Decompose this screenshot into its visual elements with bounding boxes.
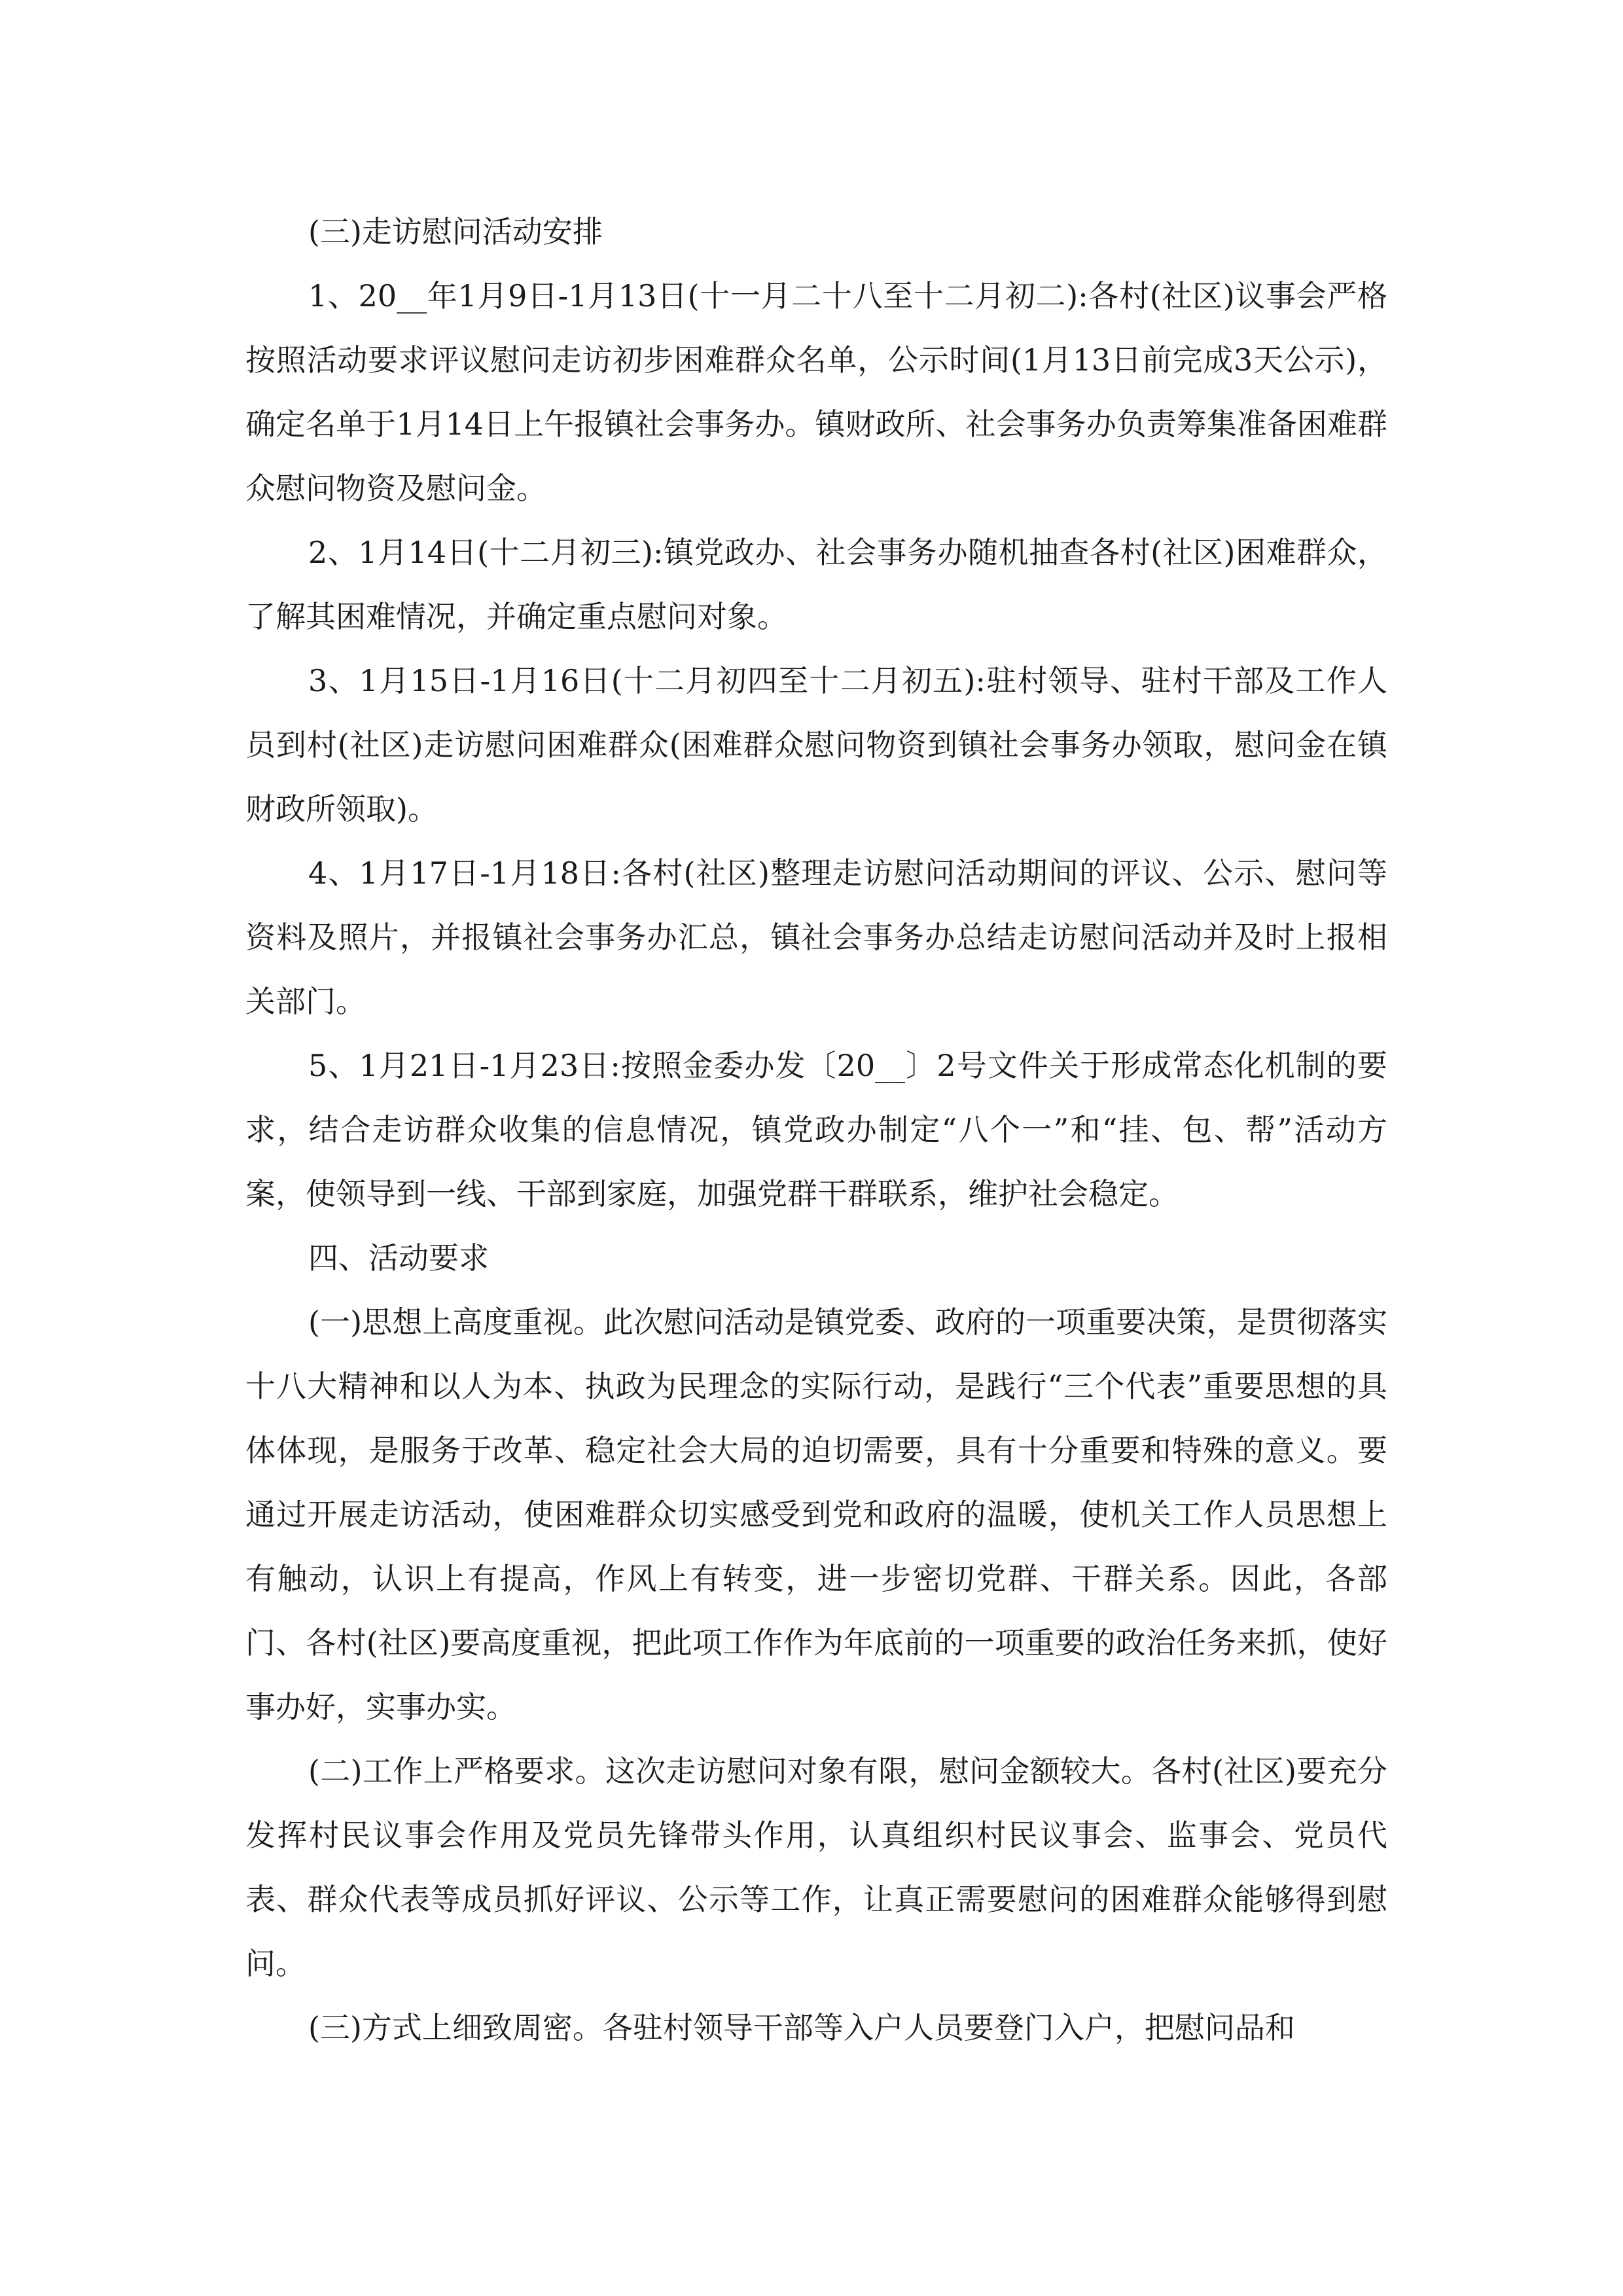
paragraph-schedule-item-1: 1、20__年1月9日-1月13日(十一月二十八至十二月初二):各村(社区)议事会严格按照活动要求评议慰问走访初步困难群众名单，公示时间(1月13日前完成3天公示)，确定名单于1月14日上午报镇社会事务办。镇财政所、社会事务办负责筹集准备困难群众慰问物资及慰问金。 [245,278,1387,506]
section-heading-requirements: 四、活动要求 [308,1240,489,1276]
paragraph-schedule-item-5: 5、1月21日-1月23日:按照金委办发〔20__〕2号文件关于形成常态化机制的要求，结合走访群众收集的信息情况，镇党政办制定“八个一”和“挂、包、帮”活动方案，使领导到一线、干部到家庭，加强党群干群联系，维护社会稳定。 [245,1048,1387,1211]
paragraph-schedule-item-4: 4、1月17日-1月18日:各村(社区)整理走访慰问活动期间的评议、公示、慰问等资料及照片，并报镇社会事务办汇总，镇社会事务办总结走访慰问活动并及时上报相关部门。 [245,855,1387,1019]
paragraph-requirement-3: (三)方式上细致周密。各驻村领导干部等入户人员要登门入户，把慰问品和 [308,2010,1295,2045]
section-heading-visit-schedule: (三)走访慰问活动安排 [308,214,603,249]
document-body [245,200,1387,2060]
paragraph-schedule-item-3: 3、1月15日-1月16日(十二月初四至十二月初五):驻村领导、驻村干部及工作人员到村(社区)走访慰问困难群众(困难群众慰问物资到镇社会事务办领取，慰问金在镇财政所领取)。 [245,663,1387,827]
paragraph-requirement-2: (二)工作上严格要求。这次走访慰问对象有限，慰问金额较大。各村(社区)要充分发挥村民议事会作用及党员先锋带头作用，认真组织村民议事会、监事会、党员代表、群众代表等成员抓好评议、公示等工作，让真正需要慰问的困难群众能够得到慰问。 [245,1753,1387,1981]
paragraph-requirement-1: (一)思想上高度重视。此次慰问活动是镇党委、政府的一项重要决策，是贯彻落实十八大精神和以人为本、执政为民理念的实际行动，是践行“三个代表”重要思想的具体体现，是服务于改革、稳定社会大局的迫切需要，具有十分重要和特殊的意义。要通过开展走访活动，使困难群众切实感受到党和政府的温暖，使机关工作人员思想上有触动，认识上有提高，作风上有转变，进一步密切党群、干群关系。因此，各部门、各村(社区)要高度重视，把此项工作作为年底前的一项重要的政治任务来抓，使好事办好，实事办实。 [245,1304,1387,1725]
paragraph-schedule-item-2: 2、1月14日(十二月初三):镇党政办、社会事务办随机抽查各村(社区)困难群众，了解其困难情况，并确定重点慰问对象。 [245,535,1387,634]
